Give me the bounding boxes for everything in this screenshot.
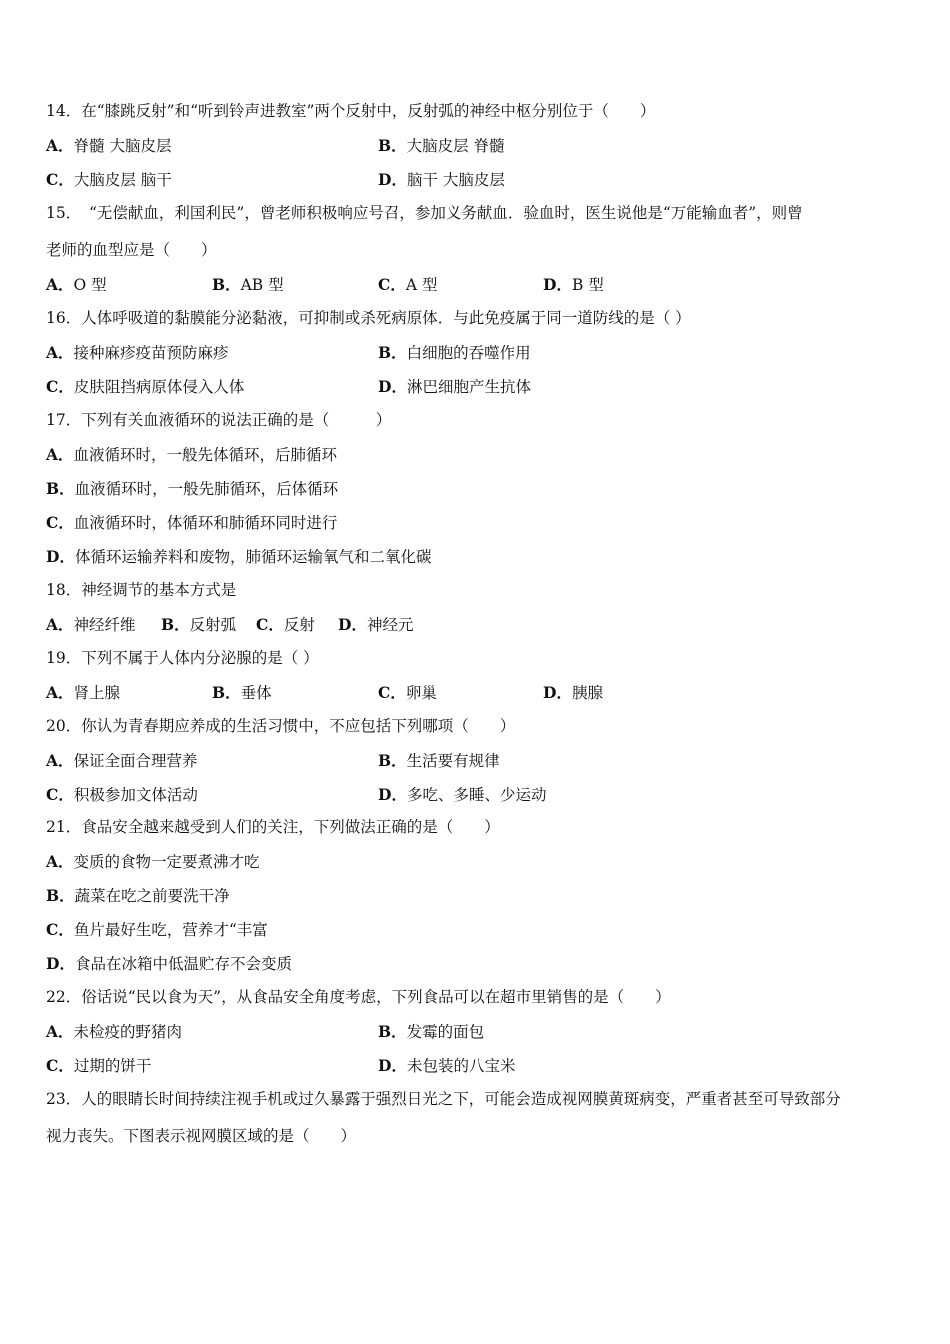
option-label: A． (46, 751, 74, 770)
question-18-stem: 18．神经调节的基本方式是 (46, 581, 237, 599)
question-22-stem: 22．俗话说“民以食为天”，从食品安全角度考虑，下列食品可以在超市里销售的是（ ） (46, 988, 671, 1006)
option-text: 皮肤阻挡病原体侵入人体 (73, 378, 245, 396)
option-label: D． (338, 615, 367, 634)
option-label: D． (378, 785, 407, 804)
option-label: A． (46, 683, 74, 702)
option-label: D． (46, 954, 75, 973)
option-text: O 型 (73, 276, 107, 294)
q21-option-a (46, 854, 260, 871)
q19-option-c (378, 685, 437, 702)
question-19-stem: 19．下列不属于人体内分泌腺的是（ ） (46, 649, 319, 667)
option-text: A 型 (405, 276, 438, 294)
option-label: C． (46, 785, 74, 804)
q18-option-d (338, 617, 413, 634)
q20-option-c (46, 787, 198, 804)
q15-option-b (212, 277, 284, 294)
q15-option-d (543, 277, 604, 294)
option-label: A． (46, 445, 74, 464)
option-text: 血液循环时，一般先体循环，后肺循环 (73, 446, 338, 464)
q14-option-c (46, 172, 172, 189)
option-text: 蔬菜在吃之前要洗干净 (74, 887, 230, 905)
option-label: D． (543, 275, 572, 294)
option-label: A． (46, 275, 74, 294)
q18-option-c (256, 617, 315, 634)
option-label: A． (46, 615, 74, 634)
question-15-stem-continued: 老师的血型应是（ ） (46, 241, 217, 259)
option-text: 神经元 (366, 616, 414, 634)
q18-option-a (46, 617, 136, 634)
q19-option-a (46, 685, 120, 702)
q21-option-b (46, 888, 230, 905)
option-text: AB 型 (240, 276, 284, 294)
q16-option-a (46, 345, 229, 362)
option-label: C． (46, 1056, 74, 1075)
q16-option-d (378, 379, 531, 396)
option-text: 大脑皮层 脑干 (73, 171, 172, 189)
option-text: 淋巴细胞产生抗体 (406, 378, 531, 396)
option-text: 脊髓 大脑皮层 (73, 137, 172, 155)
option-label: D． (378, 1056, 407, 1075)
q20-option-a (46, 753, 198, 770)
option-label: D． (46, 547, 75, 566)
option-label: A． (46, 136, 74, 155)
option-text: 反射弧 (189, 616, 237, 634)
option-label: C． (46, 920, 74, 939)
option-label: A． (46, 343, 74, 362)
option-text: 积极参加文体活动 (73, 786, 198, 804)
question-20-stem: 20．你认为青春期应养成的生活习惯中，不应包括下列哪项（ ） (46, 717, 516, 735)
option-label: C． (46, 170, 74, 189)
option-label: B． (378, 136, 407, 155)
q17-option-d (46, 549, 431, 566)
option-label: B． (161, 615, 190, 634)
option-label: A． (46, 1022, 74, 1041)
q15-option-a (46, 277, 107, 294)
option-label: C． (46, 513, 74, 532)
option-text: 卵巢 (405, 684, 437, 702)
option-text: 垂体 (240, 684, 272, 702)
option-text: 神经纤维 (73, 616, 136, 634)
option-text: 生活要有规律 (406, 752, 500, 770)
option-label: D． (378, 170, 407, 189)
option-label: B． (378, 343, 407, 362)
q22-option-b (378, 1024, 484, 1041)
question-14-stem: 14．在“膝跳反射”和“听到铃声进教室”两个反射中，反射弧的神经中枢分别位于（ ） (46, 102, 656, 120)
question-15-stem: 15． “无偿献血，利国利民”，曾老师积极响应号召，参加义务献血．验血时，医生说他是“万能输血者”，则曾 (46, 204, 803, 222)
option-text: 白细胞的吞噬作用 (406, 344, 531, 362)
option-text: 大脑皮层 脊髓 (406, 137, 505, 155)
question-21-stem: 21．食品安全越来越受到人们的关注，下列做法正确的是（ ） (46, 818, 500, 836)
q16-option-c (46, 379, 244, 396)
q21-option-d (46, 956, 292, 973)
option-text: 食品在冰箱中低温贮存不会变质 (74, 955, 292, 973)
option-label: B． (46, 479, 75, 498)
option-label: C． (46, 377, 74, 396)
option-label: D． (543, 683, 572, 702)
q20-option-d (378, 787, 546, 804)
option-text: 胰腺 (571, 684, 603, 702)
option-text: 脑干 大脑皮层 (406, 171, 505, 189)
option-label: B． (46, 886, 75, 905)
question-17-stem: 17．下列有关血液循环的说法正确的是（ ） (46, 411, 392, 429)
option-label: B． (378, 1022, 407, 1041)
q19-option-b (212, 685, 272, 702)
q21-option-c (46, 922, 268, 939)
option-text: 血液循环时，体循环和肺循环同时进行 (73, 514, 338, 532)
q17-option-a (46, 447, 337, 464)
option-label: B． (212, 275, 241, 294)
option-text: 未包装的八宝米 (406, 1057, 516, 1075)
q15-option-c (378, 277, 437, 294)
option-text: 体循环运输养料和废物，肺循环运输氧气和二氧化碳 (74, 548, 432, 566)
q18-option-b (161, 617, 236, 634)
option-label: B． (212, 683, 241, 702)
option-label: C． (378, 275, 406, 294)
q22-option-a (46, 1024, 182, 1041)
option-text: 发霉的面包 (406, 1023, 485, 1041)
option-text: 过期的饼干 (73, 1057, 152, 1075)
option-text: 肾上腺 (73, 684, 121, 702)
option-label: B． (378, 751, 407, 770)
question-16-stem: 16．人体呼吸道的黏膜能分泌黏液，可抑制或杀死病原体．与此免疫属于同一道防线的是（ ） (46, 309, 691, 327)
question-23-stem: 23．人的眼睛长时间持续注视手机或过久暴露于强烈日光之下，可能会造成视网膜黄斑病变，严重者甚至可导致部分 (46, 1090, 841, 1108)
option-text: 血液循环时，一般先肺循环，后体循环 (74, 480, 339, 498)
option-text: 变质的食物一定要煮沸才吃 (73, 853, 260, 871)
option-text: 接种麻疹疫苗预防麻疹 (73, 344, 229, 362)
option-label: D． (378, 377, 407, 396)
q14-option-a (46, 138, 171, 155)
option-label: C． (378, 683, 406, 702)
option-label: C． (256, 615, 284, 634)
option-text: 反射 (283, 616, 315, 634)
q22-option-c (46, 1058, 151, 1075)
q14-option-b (378, 138, 505, 155)
question-23-stem-continued: 视力丧失。下图表示视网膜区域的是（ ） (46, 1127, 357, 1145)
q14-option-d (378, 172, 505, 189)
option-text: B 型 (571, 276, 604, 294)
q20-option-b (378, 753, 500, 770)
q19-option-d (543, 685, 603, 702)
q16-option-b (378, 345, 531, 362)
q22-option-d (378, 1058, 515, 1075)
option-text: 保证全面合理营养 (73, 752, 198, 770)
option-text: 未检疫的野猪肉 (73, 1023, 183, 1041)
q17-option-b (46, 481, 338, 498)
q17-option-c (46, 515, 337, 532)
option-label: A． (46, 852, 74, 871)
option-text: 多吃、多睡、少运动 (406, 786, 547, 804)
option-text: 鱼片最好生吃，营养才“丰富 (73, 921, 268, 939)
